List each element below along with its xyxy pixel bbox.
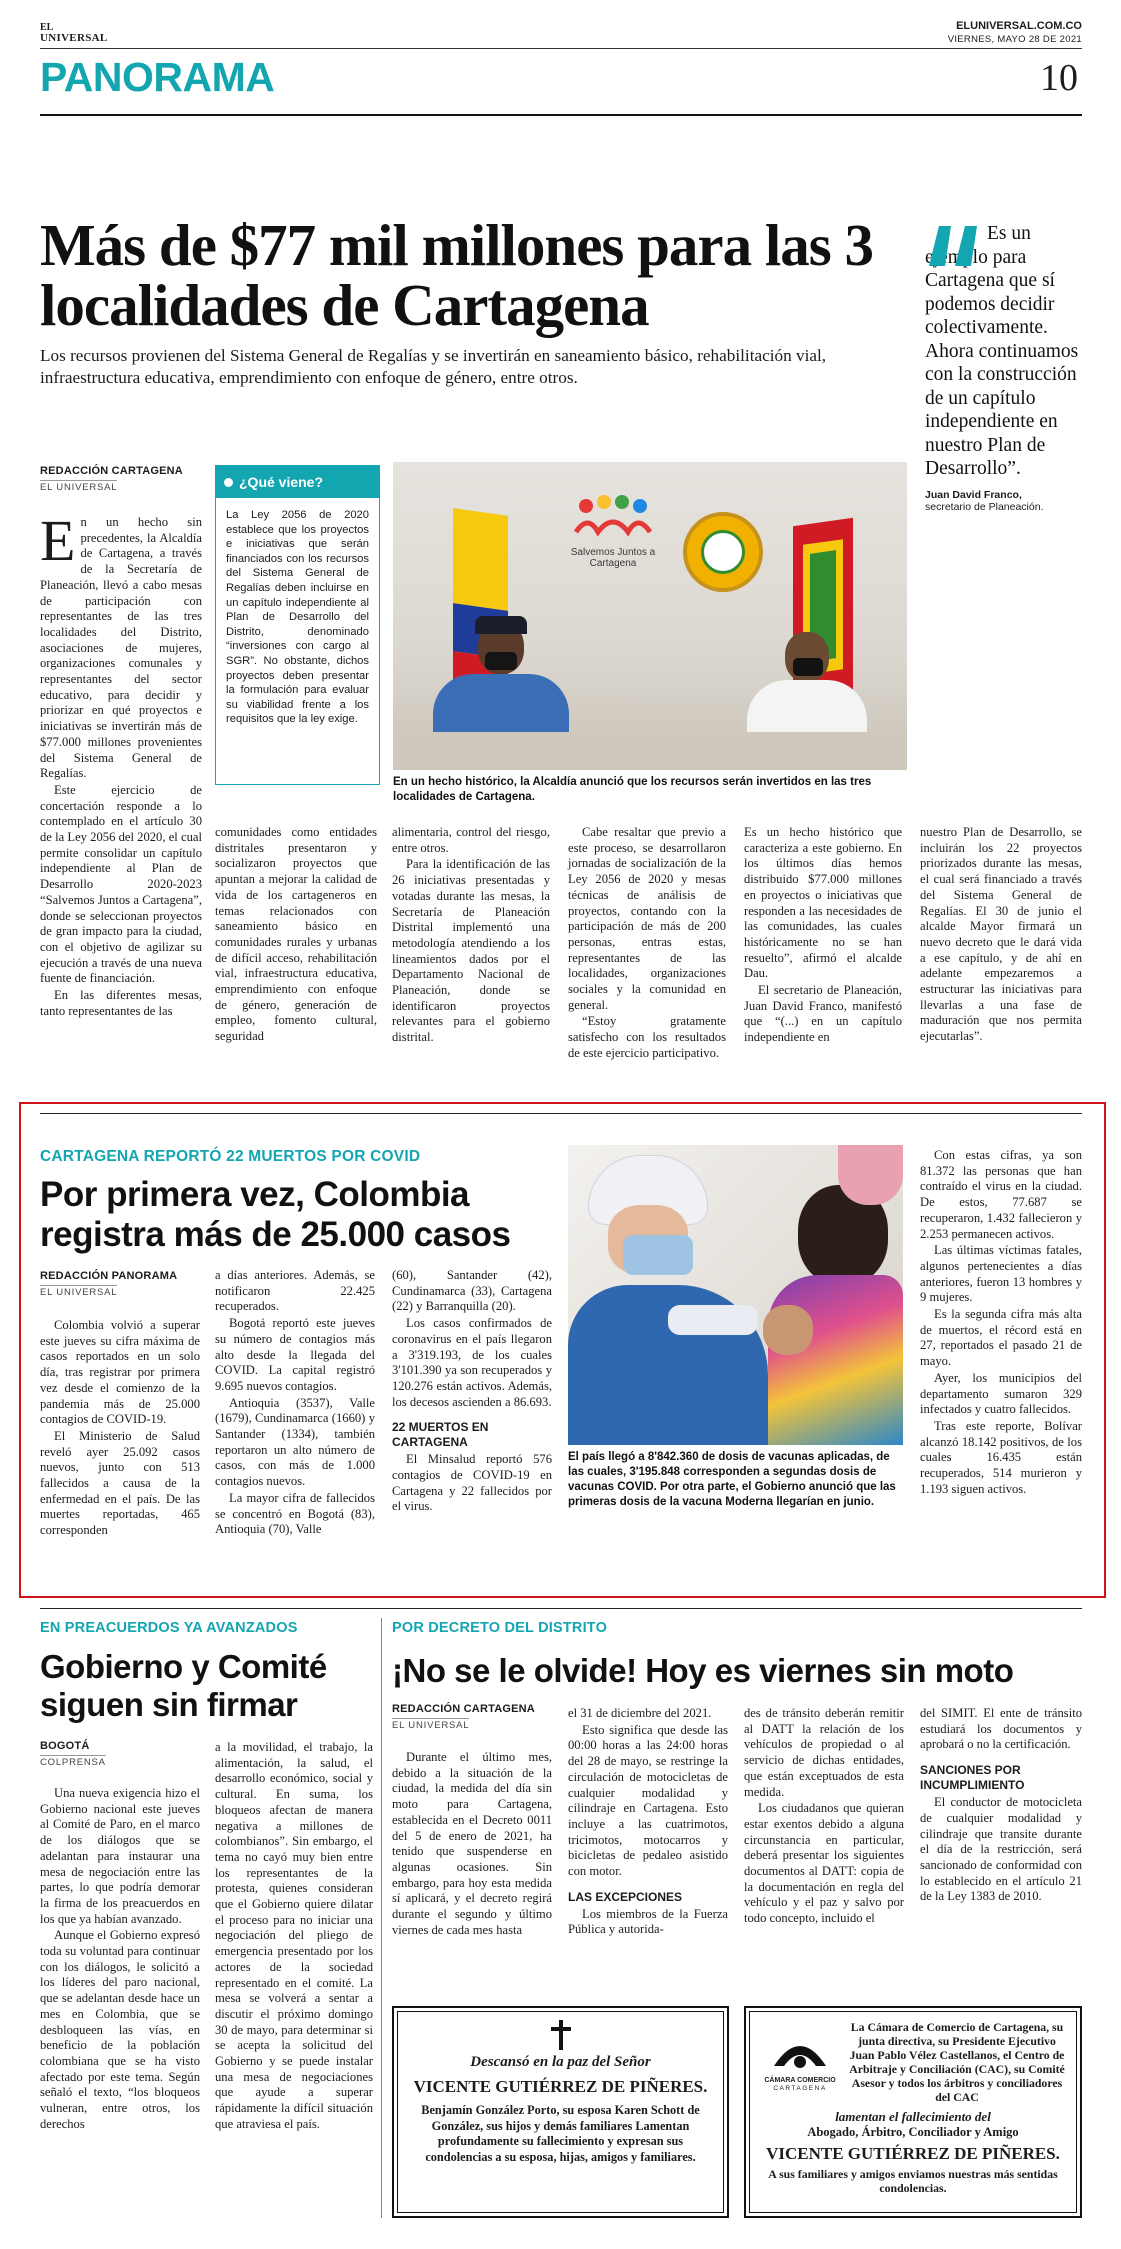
que-viene-box [215,465,380,785]
camara-logo-icon [770,2032,830,2072]
covid-column-4: Con estas cifras, ya son 81.372 las personas que han contraído el virus en la ciudad. De estos, 77.687 se recuperaron, 1.432 fallecieron y 2.253 permanecen activos. Las últimas víctimas fatales, algunos pertenecientes a días anteriores, fueron 13 hombres y 9 mujeres. Es la segunda cifra más alta de muertos, el récord está en 27, reportados el pasado 21 de mayo. Ayer, los municipios del departamento sumaron 329 infectados y cuatro fallecidos. Tras este reporte, Bolívar alcanzó 18.142 positivos, de los cuales 16.435 están recuperados, 514 murieron y 1.193 siguen activos. [920,1148,1082,1496]
gobierno-headline: Gobierno y Comité siguen sin firmar [40,1648,327,1723]
notice2-lament: lamentan el fallecimiento del [835,2109,991,2124]
conference-table [393,732,907,770]
lead-photo-caption: En un hecho histórico, la Alcaldía anunció que los recursos serán invertidos en las tres localidades de Cartagena. [393,776,872,803]
moto-column-2: el 31 de diciembre del 2021. Esto significa que desde las 00:00 horas a las 24:00 horas del 28 de mayo, se restringe la circulación de motocicletas de cualquier modalidad y cilindraje en Cartagena. Esto incluye a las cuatrimotos, tricimotos, motocarros y bicicletas de pedaleo asistido con motor. LAS EXCEPCIONES Los miembros de la Fuerza Pública y autorida- [568,1706,728,1937]
moto-headline: ¡No se le olvide! Hoy es viernes sin moto [392,1652,1014,1689]
quote-role: secretario de Planeación. [925,500,1044,513]
lead-headline: Más de $77 mil millones para las 3 localidades de Cartagena [40,212,873,338]
covid-byline: REDACCIÓN PANORAMA EL UNIVERSAL [40,1270,178,1298]
notice1-body: Benjamín González Porto, su esposa Karen Schott de González, sus hijos y demás familiares Lamentan profundamente su fallecimiento y expresan sus condolencias a su esposa, hijas, amigos y familiares. [421,2103,700,2164]
gobierno-byline: BOGOTÁ COLPRENSA [40,1740,106,1768]
lead-column-3: alimentaria, control del riesgo, entre otros. Para la identificación de las 26 iniciativas presentadas y votadas durante las mesas, la Secretaría de Planeación Distrital implementó una metodología atendiendo a los lineamientos dados por el Departamento Nacional de Planeación, donde se identificaron proyectos relevantes para el gobierno distrital. [392,825,550,1045]
cross-icon [550,2020,572,2050]
lead-column-1: En un hecho sin precedentes, la Alcaldía de Cartagena, a través de la Secretaría de Planeación, llevó a cabo mesas de participación con representantes de las tres localidades del Distrito, asociaciones de mujeres, organizaciones comunales y representantes del sector educativo, para decidir y priorizar en qué proyectos e iniciativas se invertirán más de $77.000 millones provenientes del Sistema General de Regalías. Este ejercicio de concertación responde a lo contemplado en el artículo 30 de la Ley 2056 del 2020, el cual permite consolidar un capítulo independiente al Plan de Desarrollo 2020-2023 “Salvemos Juntos a Cartagena”, donde se seleccionan proyectos de gran impacto para la ciudad, con el objetivo de agilizar su ejecución a través de una nueva fuente de financiación. En las diferentes mesas, tanto representantes de las [40,508,202,1018]
covid-column-2: a días anteriores. Además, se notificaron 22.425 recuperados. Bogotá reportó este jueves su número de contagios más alto desde la llegada del COVID. La capital registró 9.695 nuevos contagios. Antioquia (3537), Valle (1679), Cundinamarca (1660) y Santander (1334), también reportaron un alto número de casos, con más de 1.000 contagios nuevos. La mayor cifra de fallecidos se concentró en Bogotá (83), Antioquia (70), Valle [215,1268,375,1537]
quote-mark-icon [925,222,979,266]
moto-column-3: des de tránsito deberán remitir al DATT la relación de los vehículos de propiedad o al servicio de dichas entidades, que están exceptuados de esta medida. Los ciudadanos que quieran estar exentos debido a alguna circunstancia en particular, deberá presentar los siguientes documentos al DATT: copia de la documentación en regla del vehículo y el paz y salvo por todo concepto, incluido el [744,1706,904,1926]
bullet-icon [224,478,233,487]
page-number: 10 [1040,57,1078,99]
moto-subhead-exceptions: LAS EXCEPCIONES [568,1889,683,1904]
site-url: ELUNIVERSAL.COM.CO [956,20,1082,32]
lead-byline: REDACCIÓN CARTAGENA EL UNIVERSAL [40,465,183,493]
patient [768,1185,903,1445]
covid-column-1: Colombia volvió a superar este jueves su cifra máxima de casos reportados en un solo día, tras registrar por primera vez desde el comienzo de la pandemia más de 25.000 contagios de COVID-19. El Ministerio de Salud reveló ayer 25.092 casos nuevos, junto con 513 fallecidos a causa de la enfermedad en el país. De las muertes reportadas, 465 corresponden [40,1318,200,1538]
masthead [40,18,1082,148]
bottom-column-divider [381,1618,382,2218]
obituary-notice-1 [392,2006,729,2218]
notice1-header: Descansó en la paz del Señor [470,2054,651,2070]
lead-deck: Los recursos provienen del Sistema General de Regalías y se invertirán en saneamiento básico, rehabilitación vial, infraestructura educativa, emprendimiento con enfoque de género, entre otros. [40,346,827,387]
moto-byline: REDACCIÓN CARTAGENA EL UNIVERSAL [392,1703,535,1731]
que-viene-header: ¿Qué viene? [216,466,379,498]
masthead-logo: EL UNIVERSAL [40,22,108,44]
obituary-notice-2 [744,2006,1082,2218]
moto-column-1: Durante el último mes, debido a la situación de la ciudad, la medida del día sin moto para Cartagena, establecida en el Decreto 0011 del 5 de enero de 2021, ha tenido que suspenderse en algunas ocasiones. Sin embargo, para hoy esta medida sí aplicará, y el decreto regirá durante el segundo y último viernes de cada mes hasta [392,1750,552,1937]
que-viene-text: La Ley 2056 de 2020 establece que los proyectos e iniciativas que serán financiados con los recursos del Sistema General de Regalías deben incluirse en un capítulo independiente al Plan de Desarrollo del Distrito, denominado “inversiones con cargo al SGR”. No obstante, dichos proyectos deben presentar la formulación para evaluar su viabilidad frente a los requisitos que la ley exige. [226,509,369,726]
gobierno-column-1: Una nueva exigencia hizo el Gobierno nacional este jueves al Comité de Paro, en el marco de los diálogos que se adelantan para instaurar una mesa de negociación entre las partes, lo que podría demorar la firma de los preacuerdos en los que ya habían avanzado. Aunque el Gobierno expresó toda su voluntad para continuar con los diálogos, le solicitó a los líderes del paro nacional, que se adelantan desde hace un mes en Colombia, que se desbloqueen las vías, en beneficio de la población colombiana que se ha visto afectado por este tema. Según señaló el texto, “los bloqueos vulneran, entre otros, los derechos [40,1786,200,2131]
moto-kicker: POR DECRETO DEL DISTRITO [392,1620,608,1636]
page-date: VIERNES, MAYO 28 DE 2021 [947,34,1082,45]
nurse [568,1145,778,1445]
lead-column-4: Cabe resaltar que previo a este proceso, se desarrollaron jornadas de socialización de la Ley 2056 de 2020 y mesas técnicas de análisis de proyectos, contando con la participación de más de 200 personas, entras estas, representantes de las localidades, organizaciones sociales y la comunidad en general. “Estoy gratamente satisfecho con los resultados de este ejercicio participativo. [568,825,726,1060]
notice2-intro: La Cámara de Comercio de Cartagena, su junta directiva, su Presidente Ejecutivo Juan Pablo Vélez Castellanos, el Centro de Arbitraje y Conciliación (CAC), su Comité Asesor y todos los árbitros y conciliadores del CAC [849,2020,1065,2104]
covid-photo-caption: El país llegó a 8'842.360 de dosis de vacunas aplicadas, de las cuales, 3'195.848 corresponden a segundas dosis de vacunas COVID. Por otra parte, el Gobierno anunció que las primeras dosis de la vacuna Moderna llegarían en junio. [568,1451,896,1508]
lead-pull-quote [925,222,1083,513]
drop-cap: E [40,508,76,573]
notice2-name: VICENTE GUTIÉRREZ DE PIÑERES. [766,2144,1060,2163]
lead-column-5: Es un hecho histórico que caracteriza a este gobierno. En los últimos días hemos distribuido $77.000 millones en proyectos o iniciativas que responden a las necesidades de las comunidades, las cuales históricamente no se han resuelto”, afirmó el alcalde Dau. El secretario de Planeación, Juan David Franco, manifestó que “(...) en un capítulo independiente en [744,825,902,1045]
masthead-rule [40,48,1082,49]
salvemos-logo: Salvemos Juntos a Cartagena [553,492,673,569]
quote-author: Juan David Franco, [925,488,1022,501]
moto-column-4: del SIMIT. El ente de tránsito estudiará los documentos y aprobará o no la certificación. SANCIONES POR INCUMPLIMIENTO El conductor de motocicleta de cualquier modalidad y cilindraje que transite durante el día de la restricción, será sancionado de conformidad con lo establecido en el artículo 21 de la Ley 1383 de 2010. [920,1706,1082,1904]
moto-subhead-sanciones: SANCIONES POR INCUMPLIMIENTO [920,1763,1025,1793]
notice1-name: VICENTE GUTIÉRREZ DE PIÑERES. [413,2077,708,2096]
camara-logo: CÁMARA COMERCIO CARTAGENA [760,2032,840,2092]
seal-logo [683,512,763,592]
lead-photo [393,462,907,770]
covid-kicker: CARTAGENA REPORTÓ 22 MUERTOS POR COVID [40,1148,421,1165]
covid-column-3: (60), Santander (42), Cundinamarca (33), Cartagena (22) y Barranquilla (20). Los casos confirmados de coronavirus en el país llegaron a 3'319.193, de los cuales 3'101.390 ya son recuperados y 120.276 están activos. Además, los decesos ascienden a 86.693. 22 MUERTOS EN CARTAGENA El Minsalud reportó 576 contagios de COVID-19 en Cartagena y 22 fallecidos por el virus. [392,1268,552,1514]
lead-column-6: nuestro Plan de Desarrollo, se incluirán los 22 proyectos priorizados durante las mesas, el cual será financiado a través del Sistema General de Regalías. El 30 de junio el alcalde Mayor firmará un nuevo decreto que le dará vida a ese capítulo, y de ahí en adelante empezaremos a estructurar las iniciativas para llevarlas a una fase de maduración que nos permita ejecutarlas”. [920,825,1082,1044]
covid-photo [568,1145,903,1445]
covid-top-rule [40,1113,1082,1114]
notice2-role: Abogado, Árbitro, Conciliador y Amigo [807,2125,1019,2139]
gobierno-kicker: EN PREACUERDOS YA AVANZADOS [40,1620,298,1636]
lead-column-2: comunidades como entidades distritales presentaron y socializaron proyectos que apuntan a mejorar la calidad de vida de los cartageneros en temas relacionados con saneamiento básico en comunidades rurales y urbanas de difícil acceso, rehabilitación vial, infraestructura educativa, emprendimiento con enfoque de género, generación de empleo, fomento cultural, seguridad [215,825,377,1044]
bottom-section-rule [40,1608,1082,1609]
gobierno-column-2: a la movilidad, el trabajo, la alimentación, la salud, el desarrollo económico, social y cultural. En suma, los bloqueos afectan de manera negativa a millones de colombianos”. Sin embargo, el tema no cayó muy bien entre los representantes de la protesta, quienes consideran que el Gobierno quiere dilatar el proceso para no iniciar una negociación del pliego de emergencia presentado por los actores de la sociedad representado en el comité. La mesa se volverá a sentar a discutir el próximo domingo 30 de mayo, para determinar si se acepta la solicitud del Gobierno y se puede instalar una mesa de negociaciones que ayude a superar rápidamente la difícil situación que atraviesa el país. [215,1740,373,2131]
covid-headline: Por primera vez, Colombia registra más de 25.000 casos [40,1175,511,1254]
covid-subhead: 22 MUERTOS EN CARTAGENA [392,1420,489,1450]
section-title: PANORAMA [40,54,275,100]
notice2-closing: A sus familiares y amigos enviamos nuestras más sentidas condolencias. [768,2167,1058,2195]
quote-text: Es un ejemplo para Cartagena que sí podemos decidir colectivamente. Ahora continuamos con la construcción de un capítulo independiente en nuestro Plan de Desarrollo”. [925,223,1079,479]
masthead-bottom-rule [40,114,1082,116]
pink-figure [838,1145,903,1205]
